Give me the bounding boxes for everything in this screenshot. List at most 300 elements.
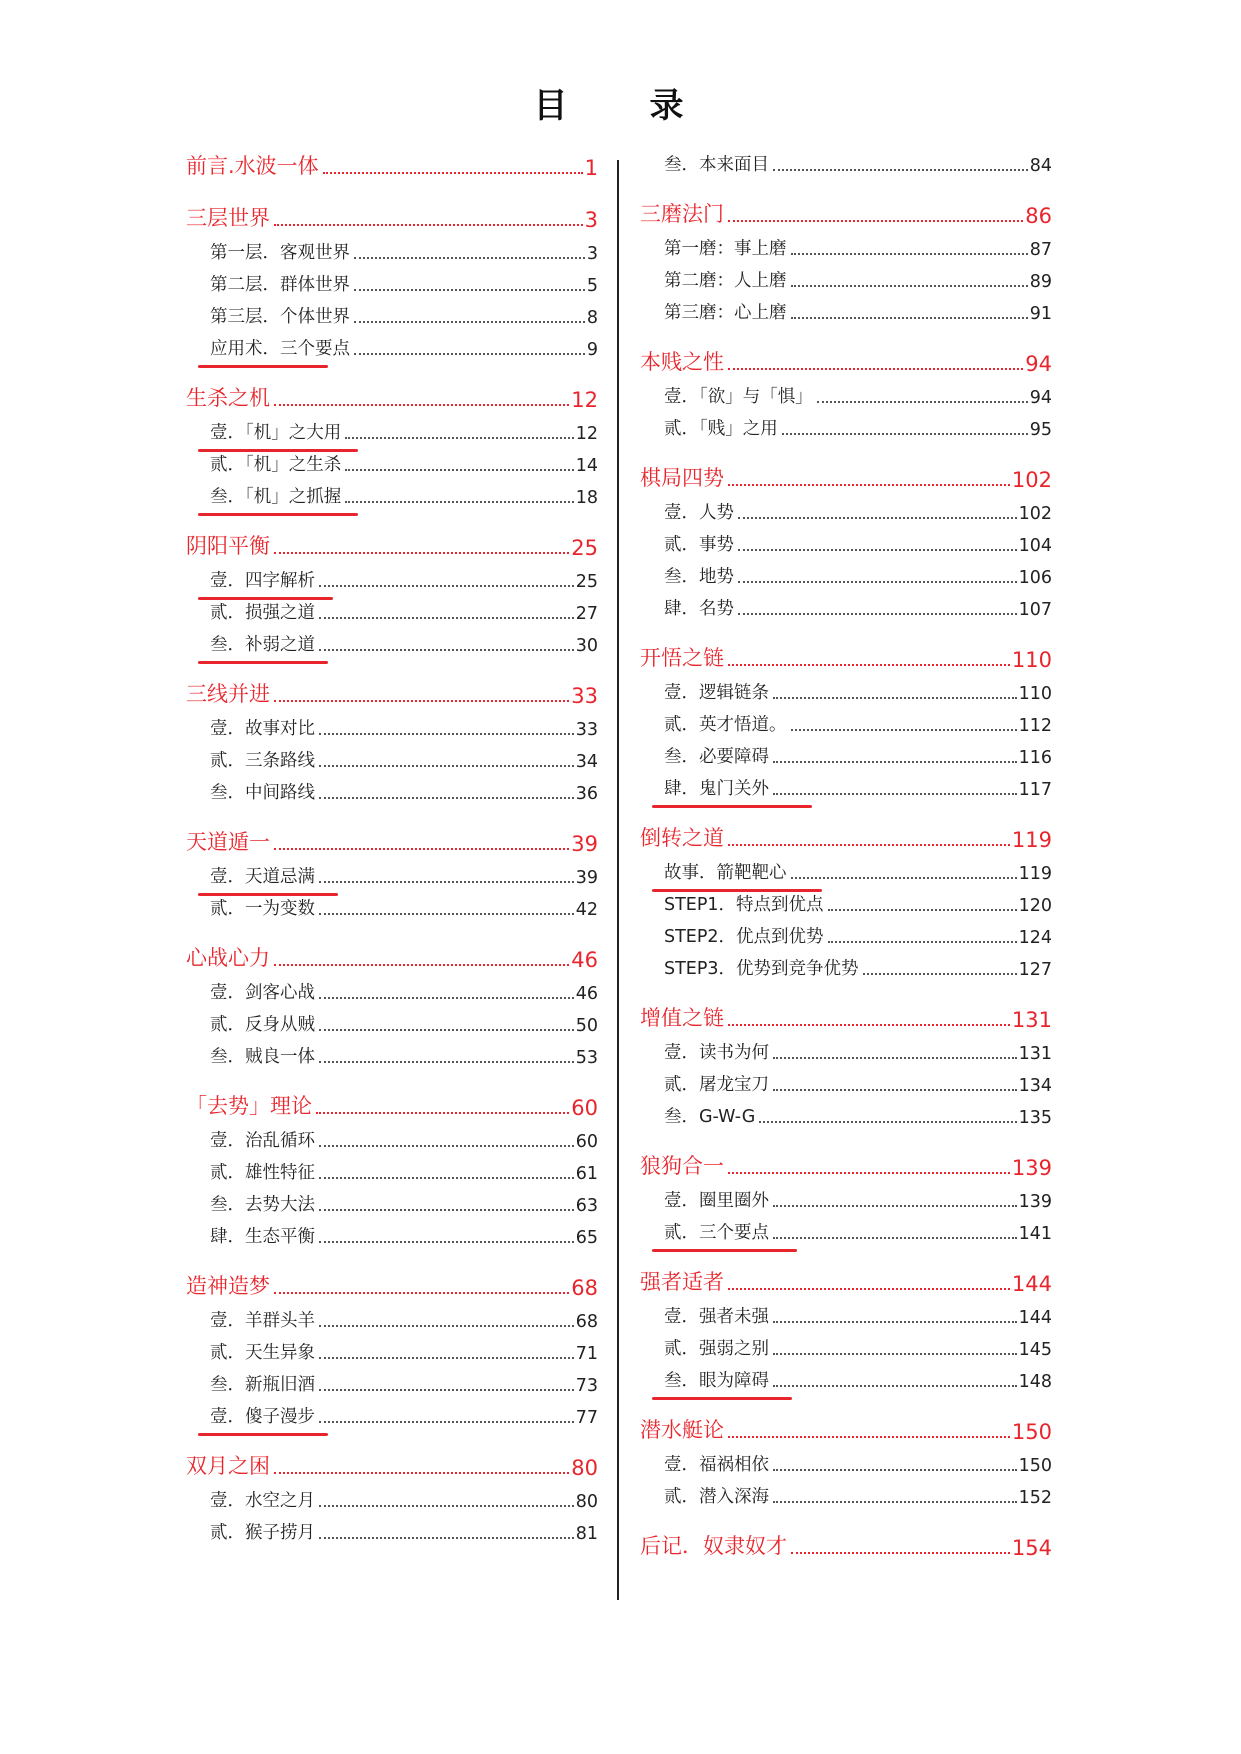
chapter-title: 倒转之道: [640, 826, 724, 850]
page-number: 141: [1018, 1224, 1052, 1244]
toc-section-entry[interactable]: [640, 296, 1052, 328]
toc-section-entry[interactable]: [640, 380, 1052, 412]
section-title: 壹．「机」之大用: [210, 423, 342, 443]
page-number: 61: [575, 1164, 598, 1184]
dot-leader: [782, 433, 1028, 435]
section-title: 叁．必要障碍: [664, 747, 769, 767]
handwritten-underline: [198, 513, 358, 516]
toc-left-column: [186, 150, 598, 1548]
dot-leader: [319, 881, 574, 883]
page-number: 107: [1018, 600, 1052, 620]
page-number: 63: [575, 1196, 598, 1216]
page-number: 139: [1018, 1192, 1052, 1212]
page-number: 60: [571, 1096, 598, 1120]
page-number: 95: [1029, 420, 1052, 440]
toc-section-entry[interactable]: [640, 772, 1052, 804]
page-number: 12: [575, 424, 598, 444]
toc-section-entry[interactable]: [640, 560, 1052, 592]
toc-section-entry[interactable]: [186, 1156, 598, 1188]
page-number: 87: [1029, 240, 1052, 260]
page-number: 106: [1018, 568, 1052, 588]
section-title: STEP2．优点到优势: [664, 927, 824, 947]
toc-section-entry[interactable]: [186, 1516, 598, 1548]
page-number: 86: [1025, 204, 1052, 228]
dot-leader: [319, 1061, 574, 1063]
dot-leader: [773, 1469, 1017, 1471]
page-number: 81: [575, 1524, 598, 1544]
chapter-title: 开悟之链: [640, 646, 724, 670]
page-number: 73: [575, 1376, 598, 1396]
page-number: 94: [1025, 352, 1052, 376]
column-divider: [617, 160, 619, 1600]
dot-leader: [728, 368, 1023, 370]
dot-leader: [274, 404, 569, 406]
toc-section-entry[interactable]: [186, 300, 598, 332]
toc-section-entry[interactable]: [640, 740, 1052, 772]
page-number: 120: [1018, 896, 1052, 916]
page-number: 80: [571, 1456, 598, 1480]
page-number: 117: [1018, 780, 1052, 800]
toc-section-entry[interactable]: [186, 744, 598, 776]
toc-section-entry[interactable]: [186, 712, 598, 744]
dot-leader: [319, 1325, 574, 1327]
section-title: 叁．去势大法: [210, 1195, 315, 1215]
dot-leader: [274, 1292, 569, 1294]
chapter-title: 增值之链: [640, 1006, 724, 1030]
section-title: 壹．读书为何: [664, 1043, 769, 1063]
toc-section-entry[interactable]: [640, 676, 1052, 708]
toc-section-entry[interactable]: [640, 496, 1052, 528]
toc-section-entry[interactable]: [186, 1124, 598, 1156]
toc-section-entry[interactable]: [186, 860, 598, 892]
dot-leader: [728, 664, 1010, 666]
toc-chapter-entry[interactable]: [640, 1266, 1052, 1300]
page-number: 39: [571, 832, 598, 856]
dot-leader: [319, 1421, 574, 1423]
section-title: 贰．屠龙宝刀: [664, 1075, 769, 1095]
toc-section-entry[interactable]: [640, 1184, 1052, 1216]
page-number: 3: [586, 244, 598, 264]
section-title: 贰．英才悟道。: [664, 715, 787, 735]
section-title: 第二层．群体世界: [210, 275, 350, 295]
dot-leader: [728, 1288, 1010, 1290]
dot-leader: [323, 172, 583, 174]
dot-leader: [319, 585, 574, 587]
toc-section-entry[interactable]: [640, 920, 1052, 952]
toc-section-entry[interactable]: [640, 528, 1052, 560]
dot-leader: [791, 253, 1028, 255]
toc-section-entry[interactable]: [640, 1332, 1052, 1364]
section-title: 壹．四字解析: [210, 571, 315, 591]
page-number: 144: [1018, 1308, 1052, 1328]
page-number: 145: [1018, 1340, 1052, 1360]
section-title: 壹．治乱循环: [210, 1131, 315, 1151]
section-title: 第一磨：事上磨: [664, 239, 787, 259]
toc-chapter-entry[interactable]: [640, 198, 1052, 232]
chapter-title: 造神造梦: [186, 1274, 270, 1298]
page-title: 目 录: [533, 86, 708, 126]
page-number: 60: [575, 1132, 598, 1152]
dot-leader: [728, 844, 1010, 846]
chapter-title: 后记．奴隶奴才: [640, 1534, 787, 1558]
section-title: STEP3．优势到竞争优势: [664, 959, 859, 979]
dot-leader: [319, 1241, 574, 1243]
toc-chapter-entry[interactable]: [186, 530, 598, 564]
dot-leader: [828, 909, 1017, 911]
page-number: 27: [575, 604, 598, 624]
toc-section-entry[interactable]: [186, 268, 598, 300]
page-number: 9: [586, 340, 598, 360]
section-title: 贰．「机」之生杀: [210, 455, 342, 475]
chapter-title: 潜水艇论: [640, 1418, 724, 1442]
toc-section-entry[interactable]: [186, 1400, 598, 1432]
dot-leader: [319, 1145, 574, 1147]
section-title: 叁．新瓶旧酒: [210, 1375, 315, 1395]
page-number: 127: [1018, 960, 1052, 980]
dot-leader: [791, 285, 1028, 287]
chapter-title: 狼狗合一: [640, 1154, 724, 1178]
handwritten-underline: [652, 1397, 792, 1400]
handwritten-underline: [198, 1433, 328, 1436]
chapter-title: 心战心力: [186, 946, 270, 970]
section-title: 贰．潜入深海: [664, 1487, 769, 1507]
page-number: 33: [575, 720, 598, 740]
page-number: 71: [575, 1344, 598, 1364]
chapter-title: 前言.水波一体: [186, 154, 319, 178]
page-number: 68: [575, 1312, 598, 1332]
section-title: 叁．本来面目: [664, 155, 769, 175]
section-title: 叁．G-W-G: [664, 1107, 756, 1127]
toc-section-entry[interactable]: [640, 1364, 1052, 1396]
section-title: 叁．中间路线: [210, 783, 315, 803]
section-title: 第一层．客观世界: [210, 243, 350, 263]
dot-leader: [274, 552, 569, 554]
section-title: 贰．三个要点: [664, 1223, 769, 1243]
toc-section-entry[interactable]: [186, 1484, 598, 1516]
page-number: 102: [1011, 468, 1052, 492]
toc-chapter-entry[interactable]: [640, 822, 1052, 856]
toc-chapter-entry[interactable]: [186, 202, 598, 236]
handwritten-underline: [198, 661, 328, 664]
page-number: 80: [575, 1492, 598, 1512]
dot-leader: [354, 289, 585, 291]
toc-section-entry[interactable]: [186, 1040, 598, 1072]
dot-leader: [759, 1121, 1016, 1123]
dot-leader: [319, 997, 574, 999]
dot-leader: [319, 617, 574, 619]
dot-leader: [738, 549, 1017, 551]
toc-chapter-entry[interactable]: [186, 942, 598, 976]
toc-section-entry[interactable]: [186, 892, 598, 924]
dot-leader: [828, 941, 1017, 943]
section-title: 壹．强者未强: [664, 1307, 769, 1327]
toc-section-entry[interactable]: [186, 1368, 598, 1400]
page-number: 152: [1018, 1488, 1052, 1508]
section-title: 壹．水空之月: [210, 1491, 315, 1511]
chapter-title: 天道遁一: [186, 830, 270, 854]
toc-chapter-entry[interactable]: [186, 150, 598, 184]
section-title: 肆．鬼门关外: [664, 779, 769, 799]
page-number: 1: [584, 156, 598, 180]
chapter-title: 「去势」理论: [186, 1094, 312, 1118]
chapter-title: 棋局四势: [640, 466, 724, 490]
dot-leader: [319, 649, 574, 651]
section-title: 故事．箭靶靶心: [664, 863, 787, 883]
dot-leader: [354, 257, 585, 259]
dot-leader: [728, 1172, 1010, 1174]
page-number: 116: [1018, 748, 1052, 768]
toc-section-entry[interactable]: [640, 888, 1052, 920]
toc-chapter-entry[interactable]: [640, 462, 1052, 496]
section-title: 第三层．个体世界: [210, 307, 350, 327]
dot-leader: [274, 1472, 569, 1474]
dot-leader: [345, 437, 573, 439]
page-number: 25: [571, 536, 598, 560]
page-number: 135: [1018, 1108, 1052, 1128]
page-number: 68: [571, 1276, 598, 1300]
toc-chapter-entry[interactable]: [640, 1414, 1052, 1448]
toc-section-entry[interactable]: [640, 708, 1052, 740]
dot-leader: [773, 793, 1017, 795]
chapter-title: 生杀之机: [186, 386, 270, 410]
dot-leader: [773, 761, 1017, 763]
section-title: 贰．天生异象: [210, 1343, 315, 1363]
page-number: 36: [575, 784, 598, 804]
page-number: 154: [1011, 1536, 1052, 1560]
dot-leader: [319, 1389, 574, 1391]
toc-section-entry[interactable]: [186, 416, 598, 448]
page-number: 102: [1018, 504, 1052, 524]
toc-chapter-entry[interactable]: [640, 1530, 1052, 1564]
chapter-title: 三磨法门: [640, 202, 724, 226]
toc-chapter-entry[interactable]: [640, 1002, 1052, 1036]
section-title: 壹．傻子漫步: [210, 1407, 315, 1427]
toc-section-entry[interactable]: [640, 856, 1052, 888]
toc-section-entry[interactable]: [186, 1008, 598, 1040]
section-title: 壹．圈里圈外: [664, 1191, 769, 1211]
section-title: 贰．事势: [664, 535, 734, 555]
toc-section-entry[interactable]: [186, 480, 598, 512]
dot-leader: [728, 1436, 1010, 1438]
page-number: 131: [1011, 1008, 1052, 1032]
toc-chapter-entry[interactable]: [640, 346, 1052, 380]
dot-leader: [345, 501, 573, 503]
section-title: 壹．「欲」与「惧」: [664, 387, 813, 407]
toc-section-entry[interactable]: [186, 628, 598, 660]
section-title: 贰．反身从贼: [210, 1015, 315, 1035]
section-title: 第三磨：心上磨: [664, 303, 787, 323]
dot-leader: [319, 1505, 574, 1507]
toc-section-entry[interactable]: [186, 1220, 598, 1252]
page-number: 39: [575, 868, 598, 888]
toc-section-entry[interactable]: [640, 232, 1052, 264]
toc-section-entry[interactable]: [640, 264, 1052, 296]
toc-chapter-entry[interactable]: [640, 1150, 1052, 1184]
dot-leader: [319, 765, 574, 767]
section-title: 壹．剑客心战: [210, 983, 315, 1003]
page-number: 65: [575, 1228, 598, 1248]
toc-section-entry[interactable]: [186, 236, 598, 268]
toc-chapter-entry[interactable]: [640, 642, 1052, 676]
page-number: 89: [1029, 272, 1052, 292]
section-title: 叁．地势: [664, 567, 734, 587]
dot-leader: [319, 1177, 574, 1179]
section-title: 壹．羊群头羊: [210, 1311, 315, 1331]
page-number: 33: [571, 684, 598, 708]
page-number: 84: [1029, 156, 1052, 176]
dot-leader: [319, 913, 574, 915]
page-number: 30: [575, 636, 598, 656]
toc-section-entry[interactable]: [186, 564, 598, 596]
toc-section-entry[interactable]: [640, 1068, 1052, 1100]
section-title: 壹．天道忌满: [210, 867, 315, 887]
page-number: 12: [571, 388, 598, 412]
dot-leader: [274, 700, 569, 702]
dot-leader: [773, 1237, 1017, 1239]
dot-leader: [817, 401, 1028, 403]
toc-chapter-entry[interactable]: [186, 1090, 598, 1124]
dot-leader: [773, 1385, 1017, 1387]
page-number: 46: [571, 948, 598, 972]
toc-chapter-entry[interactable]: [186, 826, 598, 860]
page-number: 139: [1011, 1156, 1052, 1180]
page-number: 25: [575, 572, 598, 592]
toc-section-entry[interactable]: [640, 412, 1052, 444]
section-title: 第二磨：人上磨: [664, 271, 787, 291]
dot-leader: [773, 697, 1017, 699]
dot-leader: [863, 973, 1017, 975]
dot-leader: [274, 964, 569, 966]
dot-leader: [773, 1321, 1017, 1323]
section-title: 贰．损强之道: [210, 603, 315, 623]
page-number: 124: [1018, 928, 1052, 948]
section-title: 壹．人势: [664, 503, 734, 523]
page-number: 104: [1018, 536, 1052, 556]
toc-section-entry[interactable]: [186, 1336, 598, 1368]
page-number: 3: [584, 208, 598, 232]
toc-section-entry[interactable]: [640, 148, 1052, 180]
dot-leader: [354, 353, 585, 355]
toc-chapter-entry[interactable]: [186, 382, 598, 416]
page-number: 110: [1011, 648, 1052, 672]
section-title: 叁．眼为障碍: [664, 1371, 769, 1391]
chapter-title: 强者适者: [640, 1270, 724, 1294]
toc-chapter-entry[interactable]: [186, 1450, 598, 1484]
page-number: 42: [575, 900, 598, 920]
toc-section-entry[interactable]: [186, 448, 598, 480]
toc-section-entry[interactable]: [186, 1188, 598, 1220]
page-number: 112: [1018, 716, 1052, 736]
page-number: 14: [575, 456, 598, 476]
dot-leader: [274, 848, 569, 850]
section-title: 贰．一为变数: [210, 899, 315, 919]
page-number: 110: [1018, 684, 1052, 704]
section-title: 贰．「贱」之用: [664, 419, 778, 439]
dot-leader: [319, 1029, 574, 1031]
section-title: 叁．「机」之抓握: [210, 487, 342, 507]
dot-leader: [319, 797, 574, 799]
section-title: 贰．三条路线: [210, 751, 315, 771]
dot-leader: [773, 1501, 1017, 1503]
page-number: 50: [575, 1016, 598, 1036]
section-title: STEP1．特点到优点: [664, 895, 824, 915]
section-title: 贰．强弱之别: [664, 1339, 769, 1359]
chapter-title: 三层世界: [186, 206, 270, 230]
dot-leader: [274, 224, 583, 226]
page-number: 91: [1029, 304, 1052, 324]
dot-leader: [345, 469, 573, 471]
dot-leader: [738, 517, 1017, 519]
page-number: 148: [1018, 1372, 1052, 1392]
toc-section-entry[interactable]: [186, 1304, 598, 1336]
section-title: 贰．猴子捞月: [210, 1523, 315, 1543]
toc-section-entry[interactable]: [186, 776, 598, 808]
dot-leader: [319, 1209, 574, 1211]
dot-leader: [319, 1357, 574, 1359]
toc-section-entry[interactable]: [640, 1448, 1052, 1480]
page-number: 94: [1029, 388, 1052, 408]
page-number: 18: [575, 488, 598, 508]
section-title: 壹．福祸相依: [664, 1455, 769, 1475]
chapter-title: 三线并进: [186, 682, 270, 706]
page-number: 144: [1011, 1272, 1052, 1296]
handwritten-underline: [198, 365, 328, 368]
dot-leader: [354, 321, 585, 323]
section-title: 贰．雄性特征: [210, 1163, 315, 1183]
toc-section-entry[interactable]: [186, 976, 598, 1008]
chapter-title: 双月之困: [186, 1454, 270, 1478]
dot-leader: [791, 1552, 1010, 1554]
toc-section-entry[interactable]: [640, 1216, 1052, 1248]
page-number: 53: [575, 1048, 598, 1068]
section-title: 壹．故事对比: [210, 719, 315, 739]
toc-right-column: [640, 150, 1052, 1564]
dot-leader: [728, 1024, 1010, 1026]
toc-section-entry[interactable]: [186, 596, 598, 628]
toc-section-entry[interactable]: [640, 592, 1052, 624]
dot-leader: [773, 169, 1028, 171]
toc-section-entry[interactable]: [186, 332, 598, 364]
dot-leader: [738, 613, 1017, 615]
dot-leader: [728, 484, 1010, 486]
dot-leader: [728, 220, 1023, 222]
chapter-title: 本贱之性: [640, 350, 724, 374]
dot-leader: [773, 1089, 1017, 1091]
toc-section-entry[interactable]: [640, 1036, 1052, 1068]
page-number: 119: [1011, 828, 1052, 852]
dot-leader: [316, 1112, 569, 1114]
page-number: 134: [1018, 1076, 1052, 1096]
page-number: 34: [575, 752, 598, 772]
toc-section-entry[interactable]: [640, 1100, 1052, 1132]
handwritten-underline: [652, 1249, 797, 1252]
dot-leader: [791, 877, 1017, 879]
page-number: 119: [1018, 864, 1052, 884]
page-number: 150: [1018, 1456, 1052, 1476]
toc-section-entry[interactable]: [640, 952, 1052, 984]
toc-chapter-entry[interactable]: [186, 1270, 598, 1304]
section-title: 叁．补弱之道: [210, 635, 315, 655]
section-title: 应用术．三个要点: [210, 339, 350, 359]
section-title: 肆．名势: [664, 599, 734, 619]
section-title: 叁．贼良一体: [210, 1047, 315, 1067]
toc-section-entry[interactable]: [640, 1480, 1052, 1512]
toc-section-entry[interactable]: [640, 1300, 1052, 1332]
toc-chapter-entry[interactable]: [186, 678, 598, 712]
page-number: 131: [1018, 1044, 1052, 1064]
dot-leader: [773, 1057, 1017, 1059]
dot-leader: [319, 1537, 574, 1539]
